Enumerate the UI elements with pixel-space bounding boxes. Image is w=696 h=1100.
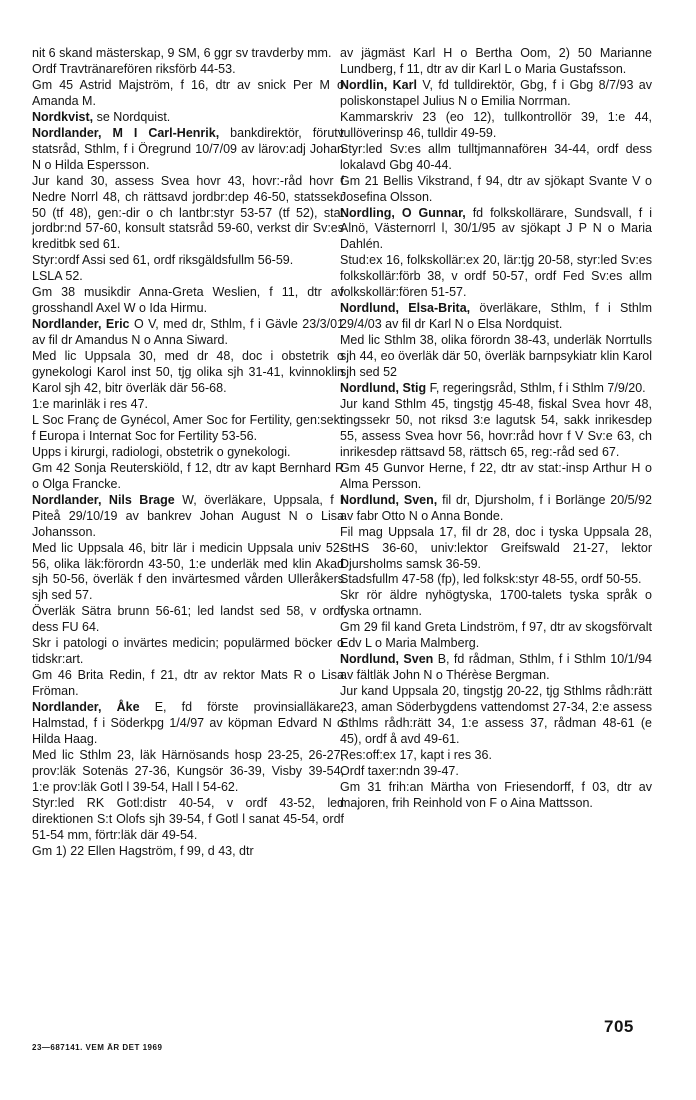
- entry-paragraph: [340, 46, 652, 78]
- entry-text: Gm 45 Gunvor Herne, f 22, dtr av stat:-insp Arthur H o Alma Persson.: [340, 460, 652, 491]
- entry-text: se Nordquist.: [93, 109, 171, 124]
- entry-paragraph: [340, 253, 652, 301]
- left-column: [32, 46, 344, 860]
- print-code: 23—687141. VEM ÄR DET 1969: [32, 1043, 163, 1052]
- biography-entry: [340, 652, 652, 684]
- biography-entry: [340, 206, 652, 254]
- entry-paragraph: [340, 174, 652, 206]
- entry-paragraph: [340, 572, 652, 588]
- entry-paragraph: [32, 748, 344, 796]
- entry-text: Jur kand Sthlm 45, tingstjg 45-48, fiskal Svea hovr 48, tingssekr 50, not riksd 3:e lagutsk 54, sakk inrikesdep 55, assess Svea hovr 56, hovr:råd hovr f V Sv:e 63, ch inrikesdep rättsavd 58, rättsch 65, reg:-råd sed 67.: [340, 396, 652, 459]
- entry-text: nit 6 skand mästerskap, 9 SM, 6 ggr sv travderby mm.: [32, 46, 332, 60]
- entry-paragraph: [32, 78, 344, 110]
- entry-paragraph: [32, 46, 344, 62]
- entry-paragraph: [32, 397, 344, 413]
- entry-text: av jägmäst Karl H o Bertha Oom, 2) 50 Marianne Lundberg, f 11, dtr av dir Karl L o Maria Gustafsson.: [340, 46, 652, 76]
- entry-text: Med lic Sthlm 38, olika förordn 38-43, underläk Norrtulls sjh 44, eo överläk där 50, överläk barnpsykiatr klin Karol sjh sed 52: [340, 333, 652, 380]
- entry-text: Ordf taxer:ndn 39-47.: [340, 763, 459, 778]
- entry-text: V, fd tulldirektör, Gbg, f i Gbg 8/7/93 av poliskonstapel Julius N o Emilia Norrman.: [340, 77, 652, 108]
- entry-paragraph: [32, 349, 344, 397]
- entry-paragraph: [32, 269, 344, 285]
- entry-text: B, fd rådman, Sthlm, f i Sthlm 10/1/94 av fältläk John N o Thérèse Bergman.: [340, 652, 652, 683]
- entry-headword: Nordlander, Åke: [32, 700, 140, 715]
- entry-paragraph: [32, 174, 344, 254]
- entry-paragraph: [32, 668, 344, 700]
- entry-text: Med lic Sthlm 23, läk Härnösands hosp 23-25, 26-27, prov:läk Sotenäs 27-36, Kungsör 36-39, Visby 39-54, 1:e prov:läk Gotl l 39-54, Hall l 54-62.: [32, 747, 344, 794]
- entry-text: Styr:led Sv:es allm tulltjmannaförен 34-44, ordf dess lokalavd Gbg 40-44.: [340, 141, 652, 172]
- entry-headword: Nordlander, Eric: [32, 317, 130, 332]
- entry-headword: Nordlund, Stig: [340, 381, 427, 396]
- entry-headword: Nordlund, Sven: [340, 652, 434, 667]
- entry-headword: Nordlander, Nils Brage: [32, 492, 175, 507]
- entry-paragraph: [340, 748, 652, 764]
- entry-text: O V, med dr, Sthlm, f i Gävle 23/3/01 av fil dr Amandus N o Anna Siward.: [32, 317, 344, 348]
- entry-text: Med lic Uppsala 30, med dr 48, doc i obstetrik o gynekologi Karol inst 50, tjg olika sjh 31-41, kvinnoklin Karol sjh 42, bitr överläk där 56-68.: [32, 349, 344, 396]
- entry-headword: Nordling, O Gunnar,: [340, 205, 466, 220]
- entry-paragraph: [340, 764, 652, 780]
- entry-headword: Nordlin, Karl: [340, 77, 417, 92]
- entry-text: Gm 42 Sonja Reuterskiöld, f 12, dtr av kapt Bernhard R o Olga Francke.: [32, 460, 344, 491]
- entry-text: L Soc Franç de Gynécol, Amer Soc for Fertility, gen:sekr f Europa i Internat Soc for Fertility 53-56.: [32, 412, 344, 443]
- entry-paragraph: [32, 445, 344, 461]
- entry-text: 1:e marinläk i res 47.: [32, 396, 149, 411]
- entry-paragraph: [32, 796, 344, 844]
- entry-text: Jur kand 30, assess Svea hovr 43, hovr:-råd hovr f Nedre Norrl 48, ch rättsavd jordbr:dep 46-50, statssekr 50 (tf 48), gen:-dir o ch lantbr:styr 53-57 (tf 52), stat jordbr:nd 57-60, konsult statsråd 59-60, verkst dir Sv:es kreditbk sed 61.: [32, 173, 344, 252]
- entry-text: E, fd förste provinsialläkare, Halmstad, f i Söderkpg 1/4/97 av köpman Edvard N o Hilda Haag.: [32, 700, 344, 746]
- entry-text: Ordf Travtränarefören riksförb 44-53.: [32, 61, 236, 76]
- entry-text: Gm 21 Bellis Vikstrand, f 94, dtr av sjökapt Svante V o Josefina Olsson.: [340, 173, 652, 204]
- entry-text: Kammarskriv 23 (eo 12), tullkontrollör 39, 1:e 44, tullöverinsp 46, tulldir 49-59.: [340, 109, 652, 140]
- entry-paragraph: [32, 461, 344, 493]
- entry-paragraph: [32, 413, 344, 445]
- entry-text: Skr rör äldre nyhögtyska, 1700-talets tyska språk o tyska ortnamn.: [340, 588, 652, 619]
- entry-paragraph: [340, 780, 652, 812]
- entry-text: Gm 45 Astrid Majström, f 16, dtr av snick Per M o Amanda M.: [32, 77, 344, 108]
- entry-text: Gm 29 fil kand Greta Lindström, f 97, dtr av skogsförvalt Edv L o Maria Malmberg.: [340, 620, 652, 651]
- entry-text: Med lic Uppsala 46, bitr lär i medicin Uppsala univ 52-56, olika läk:förordn 43-50, 1:e underläk med klin Akad sjh 50-56, överläk f den invärtesmed vården Ulleråkers sjh sed 57.: [32, 540, 344, 603]
- biography-entry: [340, 301, 652, 333]
- entry-paragraph: [32, 844, 344, 860]
- entry-text: Stud:ex 16, folkskollär:ex 20, lär:tjg 20-58, styr:led Sv:es folkskollär:förb 38, v ordf 50-57, ordf Fed Sv:es allm folkskollär:fören 51-57.: [340, 253, 652, 300]
- entry-text: Res:off:ex 17, kapt i res 36.: [340, 747, 492, 762]
- biography-entry: [340, 493, 652, 525]
- entry-text: Gm 31 frih:an Märtha von Friesendorff, f 03, dtr av majoren, frih Reinhold von F o Aina Mattsson.: [340, 779, 652, 810]
- entry-paragraph: [340, 333, 652, 381]
- entry-paragraph: [32, 285, 344, 317]
- entry-paragraph: [340, 461, 652, 493]
- entry-text: W, överläkare, Uppsala, f i Piteå 29/10/19 av bankrev Johan August N o Lisa Johansson.: [32, 492, 344, 539]
- entry-paragraph: [340, 110, 652, 142]
- entry-text: Skr i patologi o invärtes medicin; populärmed böcker o tidskr:art.: [32, 636, 344, 667]
- entry-text: Gm 1) 22 Ellen Hagström, f 99, d 43, dtr: [32, 843, 254, 858]
- biography-entry: [32, 493, 344, 541]
- entry-text: fd folkskollärare, Sundsvall, f i Alnö, Västernorrl l, 30/1/95 av sjökapt J P N o Maria Dahlén.: [340, 205, 653, 252]
- entry-text: Jur kand Uppsala 20, tingstjg 20-22, tjg Sthlms rådh:rätt 23, aman Söderbygdens vattendomst 27-34, 2:e assess Sthlms rådh:rätt 34, 1:e assess 37, rådman 48-61 (e 45), ordf å avd 49-61.: [340, 684, 652, 746]
- entry-text: bankdirektör, förutv statsråd, Sthlm, f i Öregrund 10/7/09 av lärov:adj Johan N o Hilda Espersson.: [32, 125, 345, 172]
- biography-entry: [32, 700, 344, 748]
- entry-text: LSLA 52.: [32, 269, 83, 284]
- entry-text: Överläk Sätra brunn 56-61; led landst sed 58, v ordf dess FU 64.: [32, 604, 344, 635]
- entry-text: Styr:ordf Assi sed 61, ordf riksgäldsfullm 56-59.: [32, 253, 294, 268]
- entry-text: Upps i kirurgi, radiologi, obstetrik o gynekologi.: [32, 444, 291, 459]
- entry-text: Styr:led RK Gotl:distr 40-54, v ordf 43-52, led direktionen S:t Olofs sjh 39-54, f Gotl l sanat 45-54, ordf 51-54 mm, förtr:läk där 49-54.: [32, 795, 344, 842]
- entry-paragraph: [340, 620, 652, 652]
- right-column: [340, 46, 652, 812]
- entry-paragraph: [32, 62, 344, 78]
- entry-paragraph: [340, 588, 652, 620]
- entry-headword: Nordkvist,: [32, 109, 94, 124]
- entry-paragraph: [32, 253, 344, 269]
- biography-entry: [340, 381, 652, 397]
- entry-paragraph: [32, 604, 344, 636]
- entry-text: Stadsfullm 47-58 (fp), led folksk:styr 48-55, ordf 50-55.: [340, 572, 642, 587]
- entry-text: Gm 46 Brita Redin, f 21, dtr av rektor Mats R o Lisa Fröman.: [32, 668, 344, 699]
- entry-text: Fil mag Uppsala 17, fil dr 28, doc i tyska Uppsala 28, StHS 36-60, univ:lektor Greifswald 21-27, lektor Djursholms samsk 36-59.: [340, 524, 652, 571]
- biography-entry: [32, 126, 344, 174]
- biography-entry: [32, 317, 344, 349]
- entry-headword: Nordlander, M I Carl-Henrik,: [32, 125, 220, 140]
- entry-paragraph: [340, 397, 652, 461]
- biography-entry: [340, 78, 652, 110]
- entry-headword: Nordlund, Sven,: [340, 492, 438, 507]
- page-number: 705: [604, 1017, 634, 1036]
- entry-paragraph: [32, 541, 344, 605]
- entry-text: Gm 38 musikdir Anna-Greta Weslien, f 11, dtr av grosshandl Axel W o Ida Hirmu.: [32, 285, 344, 316]
- entry-text: F, regeringsråd, Sthlm, f i Sthlm 7/9/20.: [426, 381, 646, 396]
- entry-headword: Nordlund, Elsa-Brita,: [340, 301, 471, 316]
- entry-text: överläkare, Sthlm, f i Sthlm 29/4/03 av fil dr Karl N o Elsa Nordquist.: [340, 301, 652, 332]
- entry-text: fil dr, Djursholm, f i Borlänge 20/5/92 av fabr Otto N o Anna Bonde.: [340, 492, 653, 523]
- biography-entry: [32, 110, 344, 126]
- entry-paragraph: [340, 142, 652, 174]
- entry-paragraph: [340, 525, 652, 573]
- entry-paragraph: [32, 636, 344, 668]
- entry-paragraph: [340, 684, 652, 748]
